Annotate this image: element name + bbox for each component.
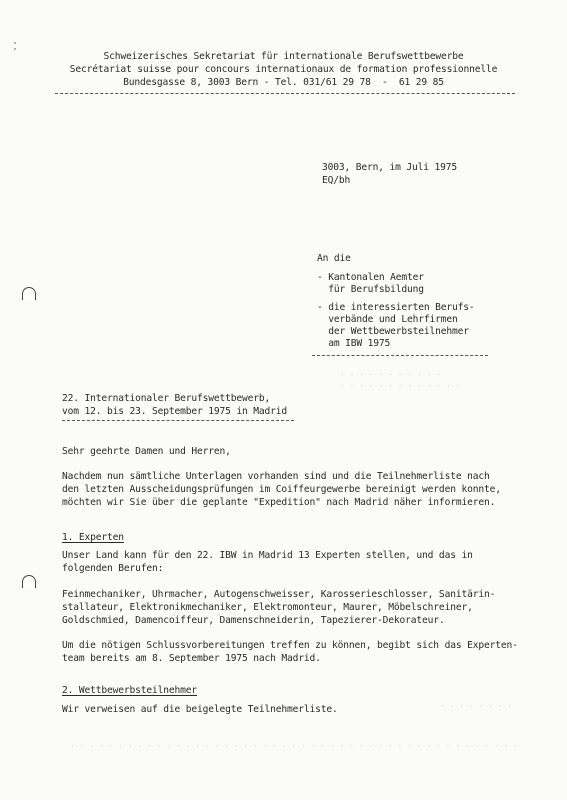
section-2-heading: 2. Wettbewerbsteilnehmer xyxy=(62,685,198,696)
recipient-2-line-4: am IBW 1975 xyxy=(317,338,391,349)
recipient-2-line-1: - die interessierten Berufs- xyxy=(317,302,475,313)
recipients-rule xyxy=(312,355,488,356)
salutation: Sehr geehrte Damen und Herren, xyxy=(62,446,231,457)
letterhead-line-2: Secrétariat suisse pour concours internationaux de formation professionnelle xyxy=(69,64,498,75)
section-1-para-3-line-2: team bereits am 8. September 1975 nach Madrid. xyxy=(62,653,321,664)
recipient-1-line-1: - Kantonalen Aemter xyxy=(317,272,424,283)
subject-line-1: 22. Internationaler Berufswettbewerb, xyxy=(62,393,271,404)
section-1-para-1-line-2: folgenden Berufen: xyxy=(62,563,164,574)
letterhead-line-3: Bundesgasse 8, 3003 Bern - Tel. 031/61 29 78 - 61 29 85 xyxy=(123,77,444,88)
margin-dot xyxy=(14,42,16,44)
show-through-text: . . . . . . . . . . . . . . . . . . . . . . . . . . . . . . . . . . . . . . . . . . . . . . . xyxy=(70,740,518,749)
intro-line-3: möchten wir Sie über die geplante "Expedition" nach Madrid näher informieren. xyxy=(62,497,496,508)
section-1-para-2-line-3: Goldschmied, Damencoiffeur, Damenschneiderin, Tapezierer-Dekorateur. xyxy=(62,615,445,626)
recipient-2-line-3: der Wettbewerbsteilnehmer xyxy=(317,326,469,337)
section-1-para-1-line-1: Unser Land kann für den 22. IBW in Madrid 13 Experten stellen, und das in xyxy=(62,550,473,561)
punch-hole-top xyxy=(22,287,36,300)
letterhead-line-1: Schweizerisches Sekretariat für internationale Berufswettbewerbe xyxy=(103,51,464,62)
section-2-para-1: Wir verweisen auf die beigelegte Teilnehmerliste. xyxy=(62,704,338,715)
intro-line-1: Nachdem nun sämtliche Unterlagen vorhanden sind und die Teilnehmerliste nach xyxy=(62,471,490,482)
place-date: 3003, Bern, im Juli 1975 xyxy=(322,162,458,173)
show-through-text: . . . . . . . . . . . . . xyxy=(340,380,461,389)
section-1-para-3-line-1: Um die nötigen Schlussvorbereitungen treffen zu können, begibt sich das Experten- xyxy=(62,640,518,651)
subject-rule xyxy=(62,420,294,421)
recipient-2-line-2: verbände und Lehrfirmen xyxy=(317,314,458,325)
letterhead-rule xyxy=(55,93,515,94)
margin-dot xyxy=(14,48,16,50)
subject-line-2: vom 12. bis 23. September 1975 in Madrid xyxy=(62,406,288,417)
reference: EQ/bh xyxy=(322,175,351,186)
intro-line-2: den letzten Ausscheidungsprüfungen im Coiffeurgewerbe bereinigt werden konnte, xyxy=(62,484,501,495)
punch-hole-bottom xyxy=(22,575,36,588)
section-1-heading: 1. Experten xyxy=(62,532,124,543)
show-through-text: . . . . . . . . xyxy=(440,700,513,709)
recipients-heading: An die xyxy=(317,253,351,264)
section-1-para-2-line-1: Feinmechaniker, Uhrmacher, Autogenschweisser, Karosserieschlosser, Sanitärin- xyxy=(62,589,496,600)
recipient-1-line-2: für Berufsbildung xyxy=(317,284,424,295)
section-1-para-2-line-2: stallateur, Elektronikmechaniker, Elektromonteur, Maurer, Möbelschreiner, xyxy=(62,602,473,613)
show-through-text: . . . . . . . . . . . xyxy=(340,368,442,377)
